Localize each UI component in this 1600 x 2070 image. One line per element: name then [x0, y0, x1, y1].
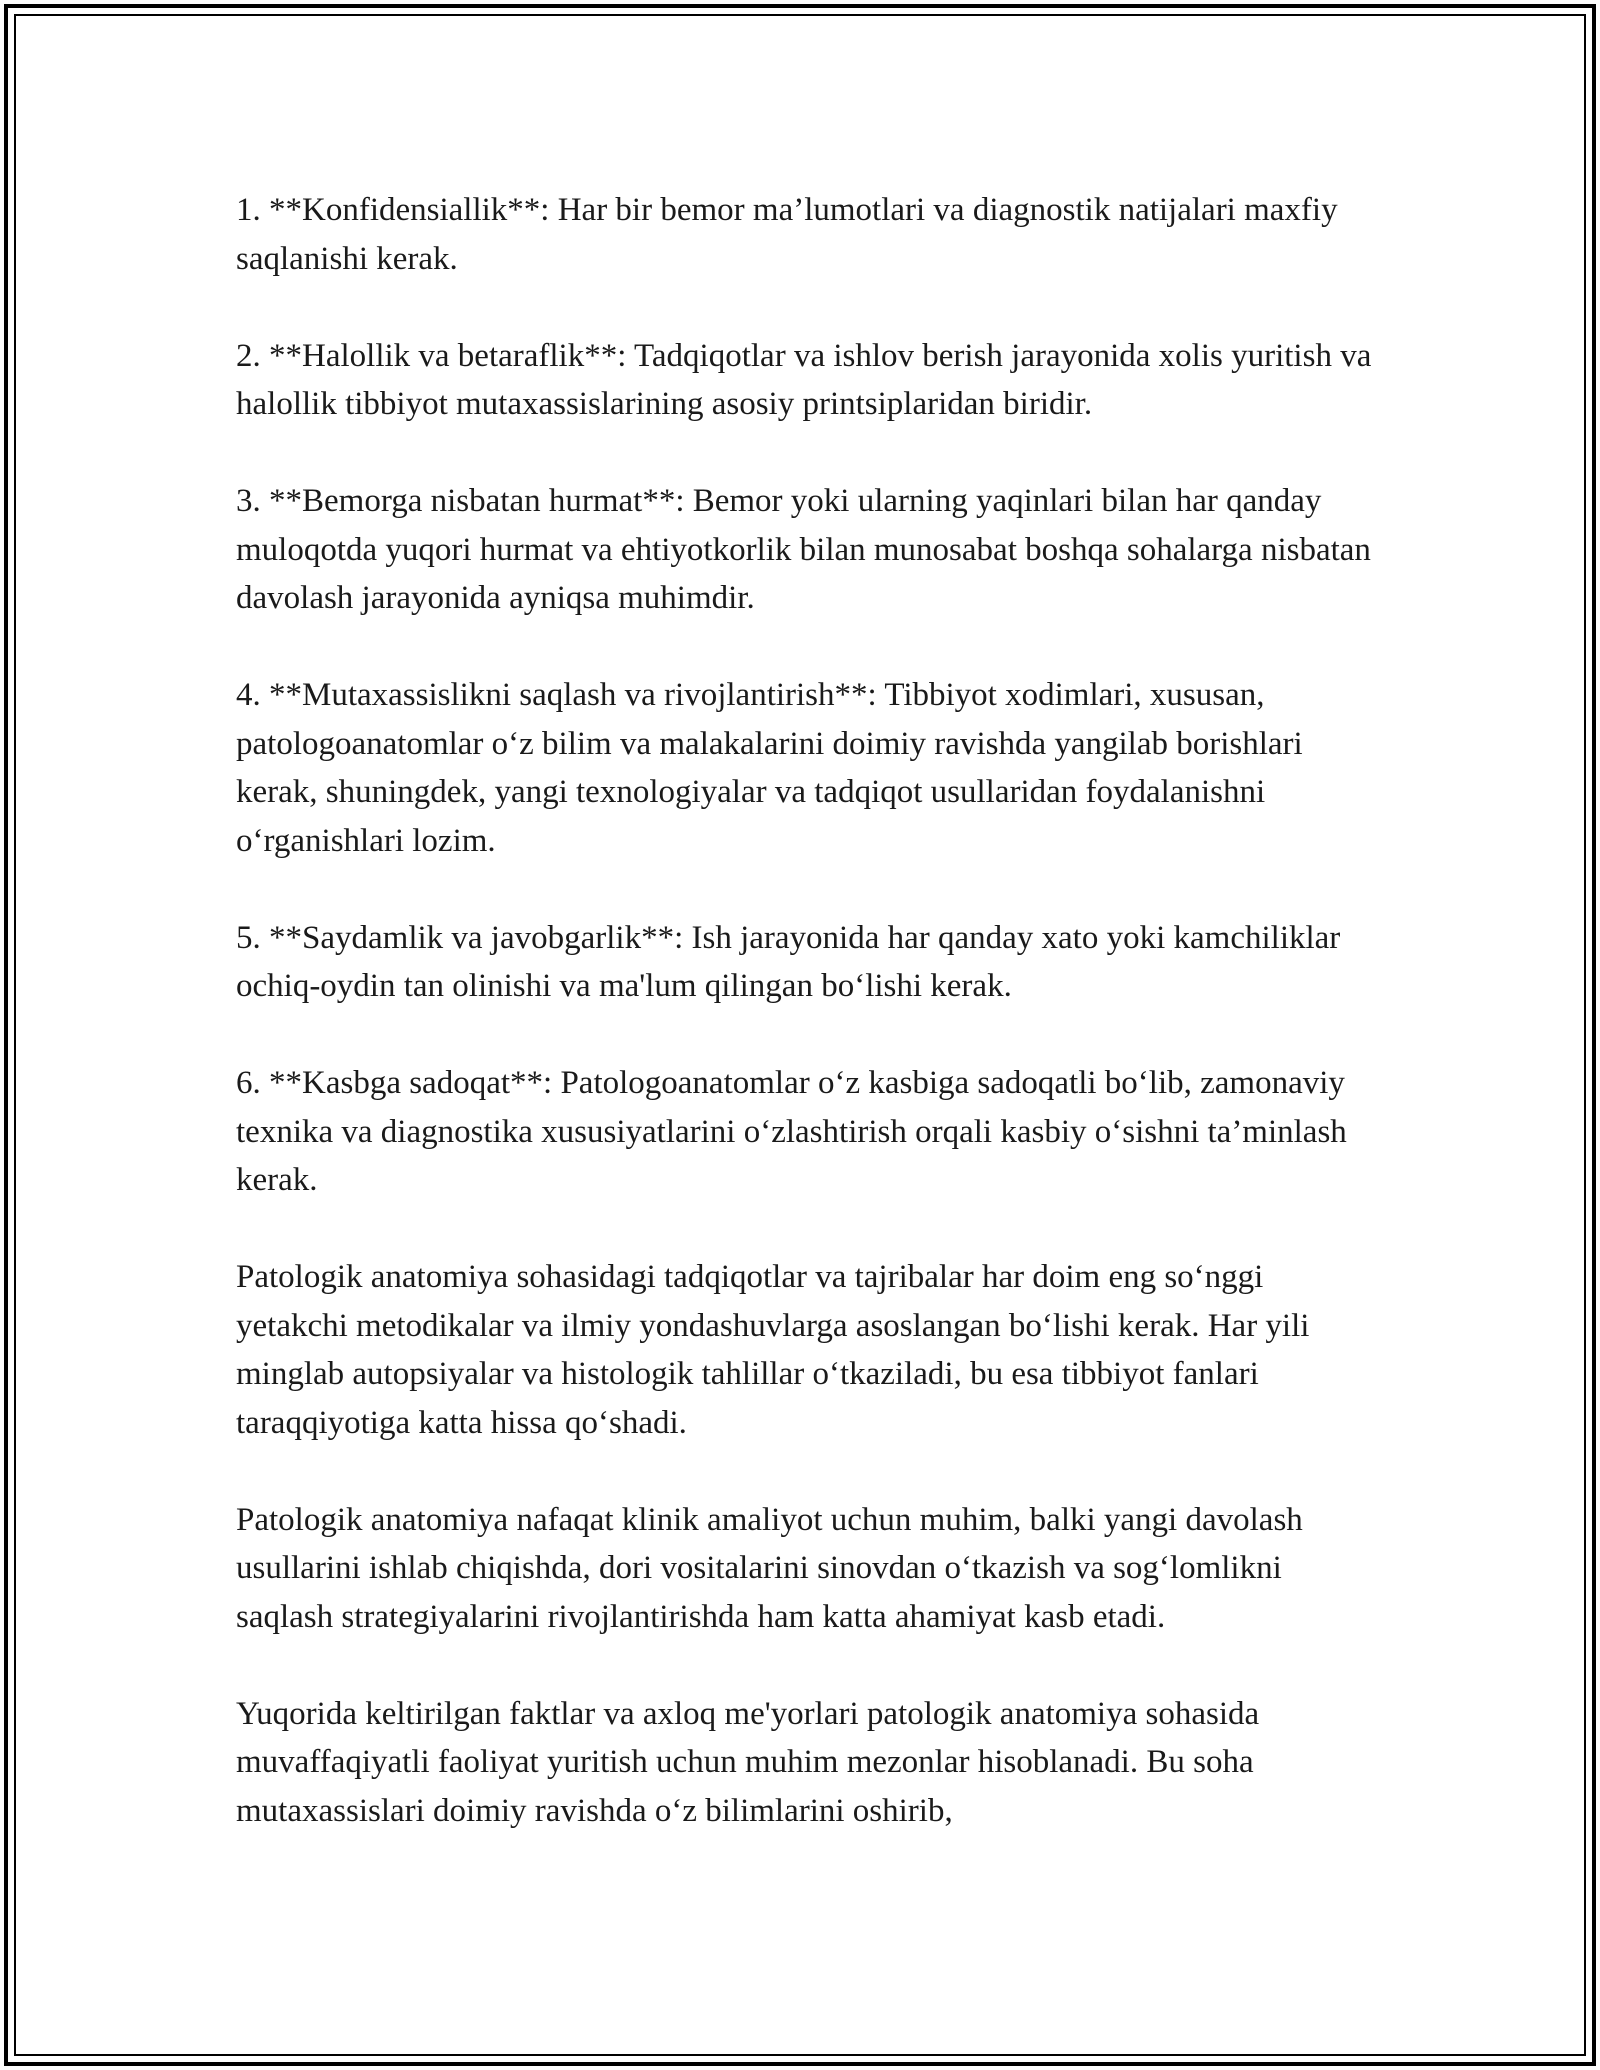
paragraph-item-3: 3. **Bemorga nisbatan hurmat**: Bemor yoki ularning yaqinlari bilan har qanday muloqotda yuqori hurmat va ehtiyotkorlik bilan munosabat boshqa sohalarga nisbatan davolash jarayonida ayniqsa muhimdir.: [236, 483, 1371, 616]
paragraph-item-1: 1. **Konfidensiallik**: Har bir bemor ma’lumotlari va diagnostik natijalari maxfiy saqlanishi kerak.: [236, 192, 1338, 277]
paragraph-body-3: Yuqorida keltirilgan faktlar va axloq me'yorlari patologik anatomiya sohasida muvaffaqiyatli faoliyat yuritish uchun muhim mezonlar hisoblanadi. Bu soha mutaxassislari doimiy ravishda o‘z bilimlarini oshirib,: [236, 1695, 1260, 1829]
paragraph-item-6: 6. **Kasbga sadoqat**: Patologoanatomlar o‘z kasbiga sadoqatli bo‘lib, zamonaviy texnika va diagnostika xususiyatlarini o‘zlashtirish orqali kasbiy o‘sishni ta’minlash kerak.: [236, 1065, 1347, 1198]
paragraph-item-4: 4. **Mutaxassislikni saqlash va rivojlantirish**: Tibbiyot xodimlari, xususan, patologoanatomlar o‘z bilim va malakalarini doimiy ravishda yangilab borishlari kerak, shuningdek, yangi texnologiyalar va tadqiqot usullaridan foydalanishni o‘rganishlari lozim.: [236, 677, 1303, 859]
document-body: [236, 186, 1376, 1835]
paragraph-body-1: Patologik anatomiya sohasidagi tadqiqotlar va tajribalar har doim eng so‘nggi yetakchi metodikalar va ilmiy yondashuvlarga asoslangan bo‘lishi kerak. Har yili minglab autopsiyalar va histologik tahlillar o‘tkaziladi, bu esa tibbiyot fanlari taraqqiyotiga katta hissa qo‘shadi.: [236, 1259, 1310, 1441]
paragraph-item-5: 5. **Saydamlik va javobgarlik**: Ish jarayonida har qanday xato yoki kamchiliklar ochiq-oydin tan olinishi va ma'lum qilingan bo‘lishi kerak.: [236, 919, 1341, 1004]
paragraph-body-2: Patologik anatomiya nafaqat klinik amaliyot uchun muhim, balki yangi davolash usullarini ishlab chiqishda, dori vositalarini sinovdan o‘tkazish va sog‘lomlikni saqlash strategiyalarini rivojlantirishda ham katta ahamiyat kasb etadi.: [236, 1501, 1303, 1635]
paragraph-item-2: 2. **Halollik va betaraflik**: Tadqiqotlar va ishlov berish jarayonida xolis yuritish va halollik tibbiyot mutaxassislarining asosiy printsiplaridan biridir.: [236, 337, 1372, 422]
